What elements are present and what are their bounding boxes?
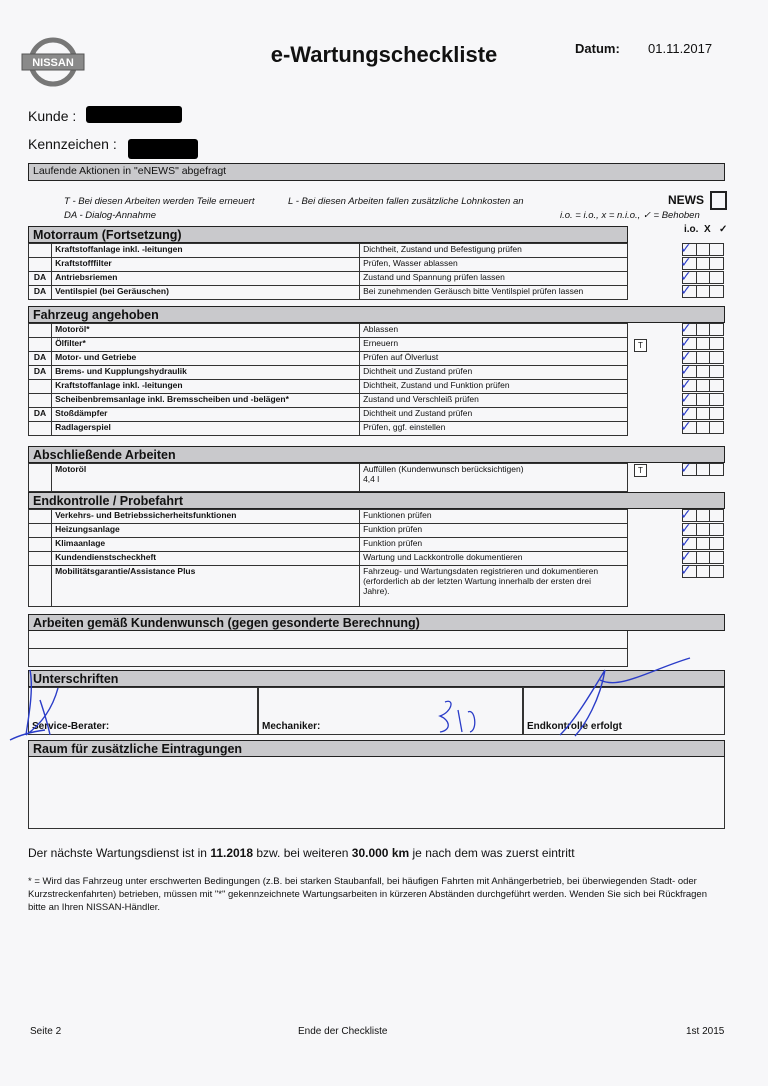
table-row	[29, 408, 628, 422]
footer-page: Seite 2	[30, 1026, 62, 1037]
item-name: Motor- und Getriebe	[52, 352, 360, 366]
check-mark-icon: ✓	[680, 335, 692, 351]
status-io-checkbox[interactable]	[680, 349, 697, 365]
table-abschliessend	[28, 463, 628, 492]
status-io-checkbox[interactable]	[680, 255, 697, 271]
status-x-checkbox[interactable]	[697, 394, 711, 405]
legend-t: T - Bei diesen Arbeiten werden Teile erneuert	[64, 196, 255, 207]
da-cell	[29, 422, 52, 436]
da-cell	[29, 244, 52, 258]
status-io-checkbox[interactable]	[680, 535, 697, 551]
status-column-header: i.o. X ✓	[684, 224, 728, 235]
table-motorraum	[28, 243, 628, 300]
status-behoben-checkbox[interactable]	[710, 338, 723, 349]
datum-value: 01.11.2017	[648, 41, 713, 56]
status-io-checkbox[interactable]	[680, 269, 697, 285]
table-row	[29, 338, 628, 352]
item-desc: Prüfen auf Ölverlust	[360, 352, 628, 366]
footer-end: Ende der Checkliste	[298, 1026, 388, 1037]
status-behoben-checkbox[interactable]	[710, 408, 723, 419]
status-x-checkbox[interactable]	[697, 286, 711, 297]
section-unterschriften: Unterschriften	[28, 670, 725, 687]
page-title: e-Wartungscheckliste	[270, 42, 498, 67]
footer-version: 1st 2015	[686, 1026, 725, 1037]
status-x-checkbox[interactable]	[697, 566, 711, 577]
status-io-checkbox[interactable]	[680, 321, 697, 337]
kennzeichen-redaction	[128, 139, 198, 159]
status-behoben-checkbox[interactable]	[710, 286, 723, 297]
status-io-checkbox[interactable]	[680, 461, 697, 477]
item-name: Klimaanlage	[52, 538, 360, 552]
mechaniker-label: Mechaniker:	[262, 721, 321, 732]
next-service-date: 11.2018	[210, 846, 254, 860]
table-row	[29, 366, 628, 380]
service-berater-label: Service-Berater:	[32, 721, 110, 732]
da-cell	[29, 552, 52, 566]
check-mark-icon: ✓	[680, 507, 692, 523]
check-mark-icon: ✓	[680, 349, 692, 365]
item-name: Scheibenbremsanlage inkl. Bremsscheiben und -belägen*	[52, 394, 360, 408]
check-mark-icon: ✓	[680, 405, 692, 421]
status-behoben-checkbox[interactable]	[710, 510, 723, 521]
status-behoben-checkbox[interactable]	[710, 352, 723, 363]
svg-text:NISSAN: NISSAN	[32, 57, 74, 69]
da-cell	[29, 380, 52, 394]
item-desc-line2: 4,4 l	[363, 474, 380, 484]
item-desc: Prüfen, Wasser ablassen	[360, 258, 628, 272]
item-desc: Dichtheit und Zustand prüfen	[360, 408, 628, 422]
next-service-km: 30.000 km	[351, 846, 410, 860]
table-fahrzeug	[28, 323, 628, 436]
status-x-checkbox[interactable]	[697, 380, 711, 391]
da-cell	[29, 338, 52, 352]
check-mark-icon: ✓	[680, 255, 692, 271]
legend-l: L - Bei diesen Arbeiten fallen zusätzliche Lohnkosten an	[288, 196, 524, 207]
section-kundenwunsch: Arbeiten gemäß Kundenwunsch (gegen gesonderte Berechnung)	[28, 614, 725, 631]
item-desc-line2: (erforderlich ab der letzten Wartung innerhalb der ersten drei	[363, 576, 591, 586]
item-desc: Erneuern	[360, 338, 628, 352]
da-cell: DA	[29, 286, 52, 300]
item-desc: Funktion prüfen	[360, 524, 628, 538]
item-desc: Zustand und Verschleiß prüfen	[360, 394, 628, 408]
item-desc: Dichtheit, Zustand und Befestigung prüfen	[360, 244, 628, 258]
table-row	[29, 380, 628, 394]
check-mark-icon: ✓	[680, 563, 692, 579]
status-behoben-checkbox[interactable]	[710, 524, 723, 535]
status-x-checkbox[interactable]	[697, 524, 711, 535]
next-service-suffix: je nach dem was zuerst eintritt	[412, 846, 575, 860]
check-mark-icon: ✓	[680, 241, 692, 257]
item-name: Kraftstoffanlage inkl. -leitungen	[52, 244, 360, 258]
check-mark-icon: ✓	[680, 549, 692, 565]
news-checkbox[interactable]	[710, 191, 727, 210]
table-row	[29, 538, 628, 552]
item-desc: Bei zunehmenden Geräusch bitte Ventilspiel prüfen lassen	[360, 286, 628, 300]
item-desc: Dichtheit, Zustand und Funktion prüfen	[360, 380, 628, 394]
item-name: Stoßdämpfer	[52, 408, 360, 422]
status-behoben-checkbox[interactable]	[710, 422, 723, 433]
legend-status: i.o. = i.o., x = n.i.o., ✓ = Behoben	[560, 210, 700, 221]
handwritten-signatures	[0, 640, 768, 750]
enews-bar: Laufende Aktionen in "eNEWS" abgefragt	[28, 163, 725, 181]
check-mark-icon: ✓	[680, 269, 692, 285]
status-checkbox-group[interactable]	[682, 285, 724, 298]
legend-da: DA - Dialog-Annahme	[64, 210, 157, 221]
status-behoben-checkbox[interactable]	[710, 258, 723, 269]
status-x-checkbox[interactable]	[697, 538, 711, 549]
kunde-label: Kunde :	[28, 108, 77, 124]
item-desc: Fahrzeug- und Wartungsdaten registrieren und dokumentieren	[363, 566, 599, 576]
status-x-checkbox[interactable]	[697, 510, 711, 521]
datum-label: Datum:	[575, 41, 620, 56]
section-abschliessend: Abschließende Arbeiten	[28, 446, 725, 463]
table-row	[29, 272, 628, 286]
check-mark-icon: ✓	[680, 391, 692, 407]
status-checkbox-group[interactable]	[682, 565, 724, 578]
next-service-mid: bzw. bei weiteren	[256, 846, 349, 860]
item-name: Radlagerspiel	[52, 422, 360, 436]
status-io-checkbox[interactable]	[680, 363, 697, 379]
zusaetzlich-area[interactable]	[28, 757, 725, 829]
da-cell: DA	[29, 366, 52, 380]
item-name: Kraftstofffilter	[52, 258, 360, 272]
section-motorraum: Motorraum (Fortsetzung)	[28, 226, 628, 243]
item-name: Verkehrs- und Betriebssicherheitsfunktionen	[52, 510, 360, 524]
status-behoben-checkbox[interactable]	[710, 324, 723, 335]
status-behoben-checkbox[interactable]	[710, 394, 723, 405]
status-io-checkbox[interactable]	[680, 507, 697, 523]
next-service-prefix: Der nächste Wartungsdienst ist in	[28, 846, 207, 860]
status-checkbox-group[interactable]	[682, 463, 724, 476]
status-behoben-checkbox[interactable]	[710, 464, 723, 475]
check-mark-icon: ✓	[680, 535, 692, 551]
table-endkontrolle	[28, 509, 628, 607]
da-cell: DA	[29, 272, 52, 286]
da-cell	[29, 524, 52, 538]
item-desc: Wartung und Lackkontrolle dokumentieren	[360, 552, 628, 566]
section-zusaetzlich: Raum für zusätzliche Eintragungen	[28, 740, 725, 757]
table-row	[29, 422, 628, 436]
da-cell: DA	[29, 408, 52, 422]
t-box-motoroel: T	[634, 464, 647, 477]
table-row	[29, 244, 628, 258]
table-row	[29, 552, 628, 566]
check-mark-icon: ✓	[680, 377, 692, 393]
table-row	[29, 464, 628, 492]
da-cell	[29, 464, 52, 492]
status-checkbox-group[interactable]	[682, 421, 724, 434]
status-io-checkbox[interactable]	[680, 241, 697, 257]
item-name: Kundendienstscheckheft	[52, 552, 360, 566]
status-io-checkbox[interactable]	[680, 335, 697, 351]
status-x-checkbox[interactable]	[697, 272, 711, 283]
item-desc: Zustand und Spannung prüfen lassen	[360, 272, 628, 286]
status-behoben-checkbox[interactable]	[710, 366, 723, 377]
da-cell	[29, 324, 52, 338]
item-desc: Funktion prüfen	[360, 538, 628, 552]
status-behoben-checkbox[interactable]	[710, 244, 723, 255]
da-cell	[29, 538, 52, 552]
check-mark-icon: ✓	[680, 321, 692, 337]
da-cell	[29, 510, 52, 524]
status-behoben-checkbox[interactable]	[710, 272, 723, 283]
status-io-checkbox[interactable]	[680, 549, 697, 565]
item-desc: Prüfen, ggf. einstellen	[360, 422, 628, 436]
item-desc-line3: Jahre).	[363, 586, 390, 596]
t-box-oelfilter: T	[634, 339, 647, 352]
table-row	[29, 352, 628, 366]
kunde-redaction	[86, 106, 182, 123]
endkontrolle-label: Endkontrolle erfolgt	[527, 721, 622, 732]
status-x-checkbox[interactable]	[697, 244, 711, 255]
table-row	[29, 566, 628, 607]
item-name: Motoröl*	[52, 324, 360, 338]
status-io-checkbox[interactable]	[680, 377, 697, 393]
item-name: Heizungsanlage	[52, 524, 360, 538]
item-desc-cell	[360, 464, 628, 492]
table-row	[29, 258, 628, 272]
da-cell	[29, 566, 52, 607]
item-name: Kraftstoffanlage inkl. -leitungen	[52, 380, 360, 394]
status-x-checkbox[interactable]	[697, 422, 711, 433]
status-io-checkbox[interactable]	[680, 521, 697, 537]
status-x-checkbox[interactable]	[697, 464, 711, 475]
news-label: NEWS	[668, 193, 704, 207]
item-desc: Auffüllen (Kundenwunsch berücksichtigen)	[363, 464, 524, 474]
item-name: Antriebsriemen	[52, 272, 360, 286]
status-io-checkbox[interactable]	[680, 391, 697, 407]
status-behoben-checkbox[interactable]	[710, 538, 723, 549]
status-x-checkbox[interactable]	[697, 352, 711, 363]
status-behoben-checkbox[interactable]	[710, 552, 723, 563]
item-name: Brems- und Kupplungshydraulik	[52, 366, 360, 380]
item-desc-cell	[360, 566, 628, 607]
da-cell	[29, 258, 52, 272]
status-x-checkbox[interactable]	[697, 366, 711, 377]
table-row	[29, 394, 628, 408]
kennzeichen-label: Kennzeichen :	[28, 136, 117, 152]
check-mark-icon: ✓	[680, 521, 692, 537]
table-row	[29, 510, 628, 524]
check-mark-icon: ✓	[680, 419, 692, 435]
footnote: * = Wird das Fahrzeug unter erschwerten Bedingungen (z.B. bei starken Staubanfall, bei häufigen Fahrten mit Anhängerbetrieb, bei überwiegenden Stadt- oder Kurzstreckenfahrten) betrieben, müssen mit "*" gekennzeichnete Wartungsarbeiten in kürzeren Abständen durchgeführt werden. Wenden Sie sich bei Rückfragen bitte an Ihren NISSAN-Händler.	[28, 876, 707, 913]
da-cell	[29, 394, 52, 408]
status-io-checkbox[interactable]	[680, 419, 697, 435]
table-row	[29, 324, 628, 338]
item-desc: Ablassen	[360, 324, 628, 338]
item-name: Ölfilter*	[52, 338, 360, 352]
status-io-checkbox[interactable]	[680, 563, 697, 579]
next-service-line	[28, 846, 575, 860]
status-x-checkbox[interactable]	[697, 552, 711, 563]
check-mark-icon: ✓	[680, 461, 692, 477]
status-x-checkbox[interactable]	[697, 258, 711, 269]
status-x-checkbox[interactable]	[697, 408, 711, 419]
da-cell: DA	[29, 352, 52, 366]
status-io-checkbox[interactable]	[680, 405, 697, 421]
status-x-checkbox[interactable]	[697, 338, 711, 349]
item-name: Mobilitätsgarantie/Assistance Plus	[52, 566, 360, 607]
status-behoben-checkbox[interactable]	[710, 380, 723, 391]
section-fahrzeug: Fahrzeug angehoben	[28, 306, 725, 323]
check-mark-icon: ✓	[680, 283, 692, 299]
status-behoben-checkbox[interactable]	[710, 566, 723, 577]
item-desc: Funktionen prüfen	[360, 510, 628, 524]
section-endkontrolle: Endkontrolle / Probefahrt	[28, 492, 725, 509]
table-row	[29, 524, 628, 538]
check-mark-icon: ✓	[680, 363, 692, 379]
status-io-checkbox[interactable]	[680, 283, 697, 299]
item-name: Motoröl	[52, 464, 360, 492]
table-row	[29, 286, 628, 300]
status-x-checkbox[interactable]	[697, 324, 711, 335]
item-desc: Dichtheit und Zustand prüfen	[360, 366, 628, 380]
item-name: Ventilspiel (bei Geräuschen)	[52, 286, 360, 300]
